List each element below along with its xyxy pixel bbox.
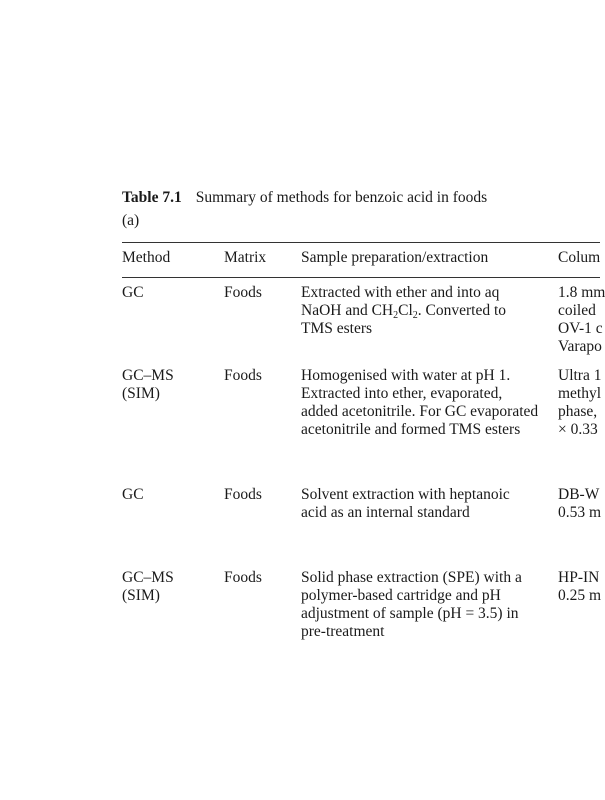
header-column: Colum bbox=[558, 249, 601, 266]
table-sub-label: (a) bbox=[122, 212, 140, 229]
table-top-rule bbox=[122, 242, 600, 243]
table-row-3-matrix: Foods bbox=[224, 486, 262, 503]
table-row-2-method: GC–MS (SIM) bbox=[122, 367, 174, 402]
table-row-2-column: Ultra 1 methyl phase, × 0.33 bbox=[558, 367, 602, 438]
table-title: Summary of methods for benzoic acid in foods bbox=[195, 189, 488, 206]
table-row-4-prep: Solid phase extraction (SPE) with a polymer-based cartridge and pH adjustment of sample (pH = 3.5) in pre-treatment bbox=[301, 569, 522, 640]
table-row-1-matrix: Foods bbox=[224, 284, 262, 301]
table-row-3-method: GC bbox=[122, 486, 144, 503]
table-row-4-column: HP-IN 0.25 m bbox=[558, 569, 602, 604]
table-caption bbox=[122, 189, 487, 207]
table-row-1-prep: Extracted with ether and into aq NaOH and $CH_2Cl_2$. Converted to TMS esters bbox=[301, 284, 507, 337]
table-row-2-matrix: Foods bbox=[224, 367, 262, 384]
table-row-3-prep: Solvent extraction with heptanoic acid as an internal standard bbox=[301, 486, 510, 521]
table-header-rule bbox=[122, 277, 600, 278]
header-matrix: Matrix bbox=[224, 249, 267, 266]
table-label: Table 7.1 bbox=[122, 189, 182, 206]
table-row-4-matrix: Foods bbox=[224, 569, 262, 586]
table-row-3-column: DB-W 0.53 m bbox=[558, 486, 602, 521]
table-row-1-method: GC bbox=[122, 284, 144, 301]
header-sample-prep: Sample preparation/extraction bbox=[301, 249, 489, 266]
table-row-4-method: GC–MS (SIM) bbox=[122, 569, 174, 604]
header-method: Method bbox=[122, 249, 171, 266]
table-row-1-column: 1.8 mm coiled OV-1 c Varapo bbox=[558, 284, 605, 355]
prep-formula-line: NaOH and $CH_2Cl_2$. Converted to bbox=[301, 302, 507, 321]
table-row-2-prep: Homogenised with water at pH 1. Extracted into ether, evaporated, added acetonitrile. For GC evaporated acetonitrile and formed TMS esters bbox=[301, 367, 539, 438]
